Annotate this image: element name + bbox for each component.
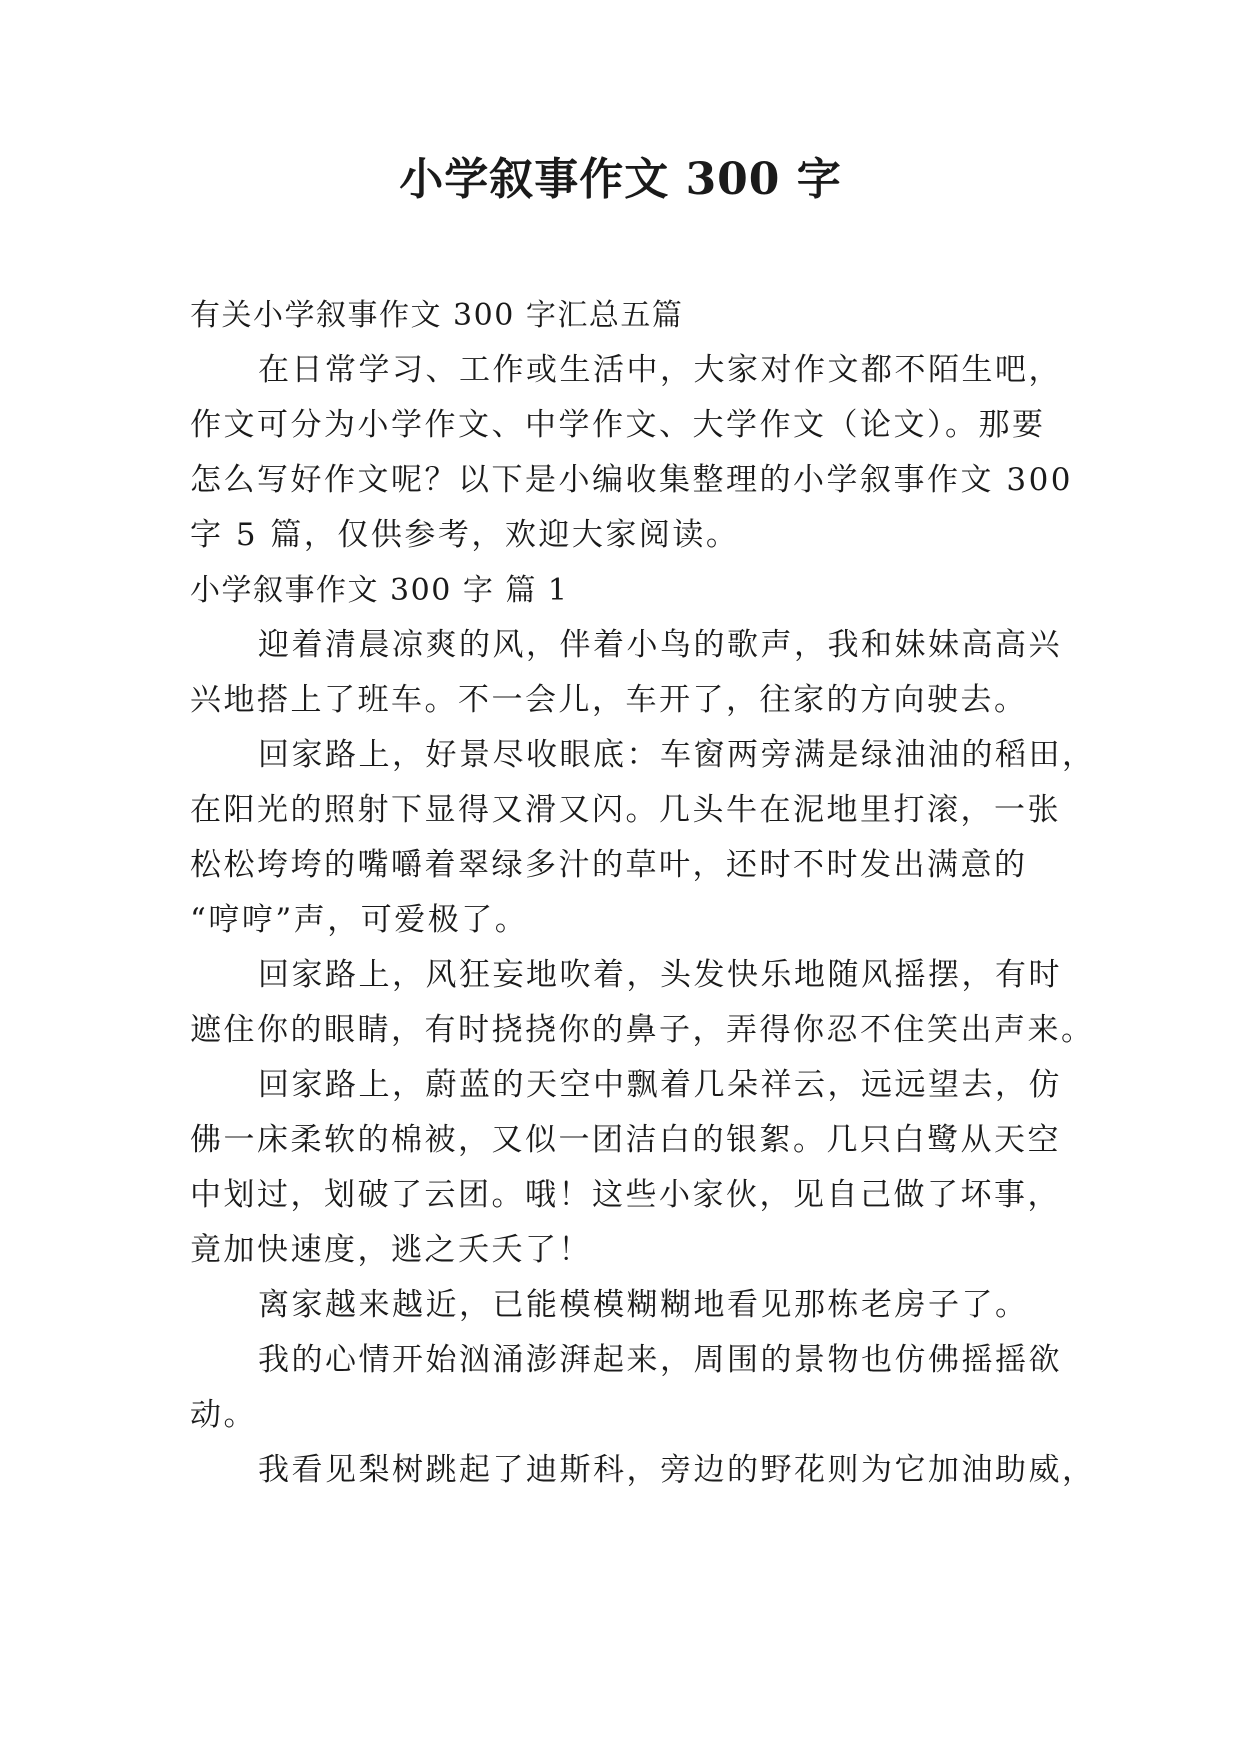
paragraph-line: 怎么写好作文呢？以下是小编收集整理的小学叙事作文 300	[190, 462, 1074, 498]
paragraph-line: 回家路上，风狂妄地吹着，头发快乐地随风摇摆，有时	[258, 957, 1062, 993]
paragraph-line: “哼哼”声，可爱极了。	[190, 902, 529, 938]
paragraph-line: 在阳光的照射下显得又滑又闪。几头牛在泥地里打滚，一张	[190, 792, 1061, 828]
paragraph-line: 作文可分为小学作文、中学作文、大学作文（论文）。那要	[190, 407, 1046, 443]
paragraph-line: 松松垮垮的嘴嚼着翠绿多汁的草叶，还时不时发出满意的	[190, 847, 1028, 883]
paragraph-line: 迎着清晨凉爽的风，伴着小鸟的歌声，我和妹妹高高兴	[258, 627, 1062, 663]
paragraph-line: 动。	[190, 1397, 257, 1433]
paragraph-line: 中划过，划破了云团。哦！这些小家伙，见自己做了坏事，	[190, 1177, 1061, 1213]
paragraph-line: 在日常学习、工作或生活中，大家对作文都不陌生吧，	[258, 352, 1062, 388]
document-body	[190, 288, 1096, 1498]
paragraph-line: 遮住你的眼睛，有时挠挠你的鼻子，弄得你忍不住笑出声来。	[190, 1012, 1095, 1048]
paragraph-line: 佛一床柔软的棉被，又似一团洁白的银絮。几只白鹭从天空	[190, 1122, 1061, 1158]
paragraph-line: 我的心情开始汹涌澎湃起来，周围的景物也仿佛摇摇欲	[258, 1342, 1062, 1378]
section-heading: 有关小学叙事作文 300 字汇总五篇	[190, 298, 684, 333]
paragraph-line: 回家路上，蔚蓝的天空中飘着几朵祥云，远远望去，仿	[258, 1067, 1062, 1103]
paragraph-line: 字 5 篇，仅供参考，欢迎大家阅读。	[190, 517, 740, 553]
document-title: 小学叙事作文 300 字	[399, 154, 842, 205]
paragraph-line: 竟加快速度，逃之夭夭了！	[190, 1232, 592, 1268]
paragraph-line: 我看见梨树跳起了迪斯科，旁边的野花则为它加油助威，	[258, 1452, 1096, 1488]
section-heading: 小学叙事作文 300 字 篇 1	[190, 573, 569, 608]
paragraph-line: 离家越来越近，已能模模糊糊地看见那栋老房子了。	[258, 1287, 1029, 1323]
paragraph-line: 回家路上，好景尽收眼底：车窗两旁满是绿油油的稻田，	[258, 737, 1096, 773]
paragraph-line: 兴地搭上了班车。不一会儿，车开了，往家的方向驶去。	[190, 682, 1028, 718]
